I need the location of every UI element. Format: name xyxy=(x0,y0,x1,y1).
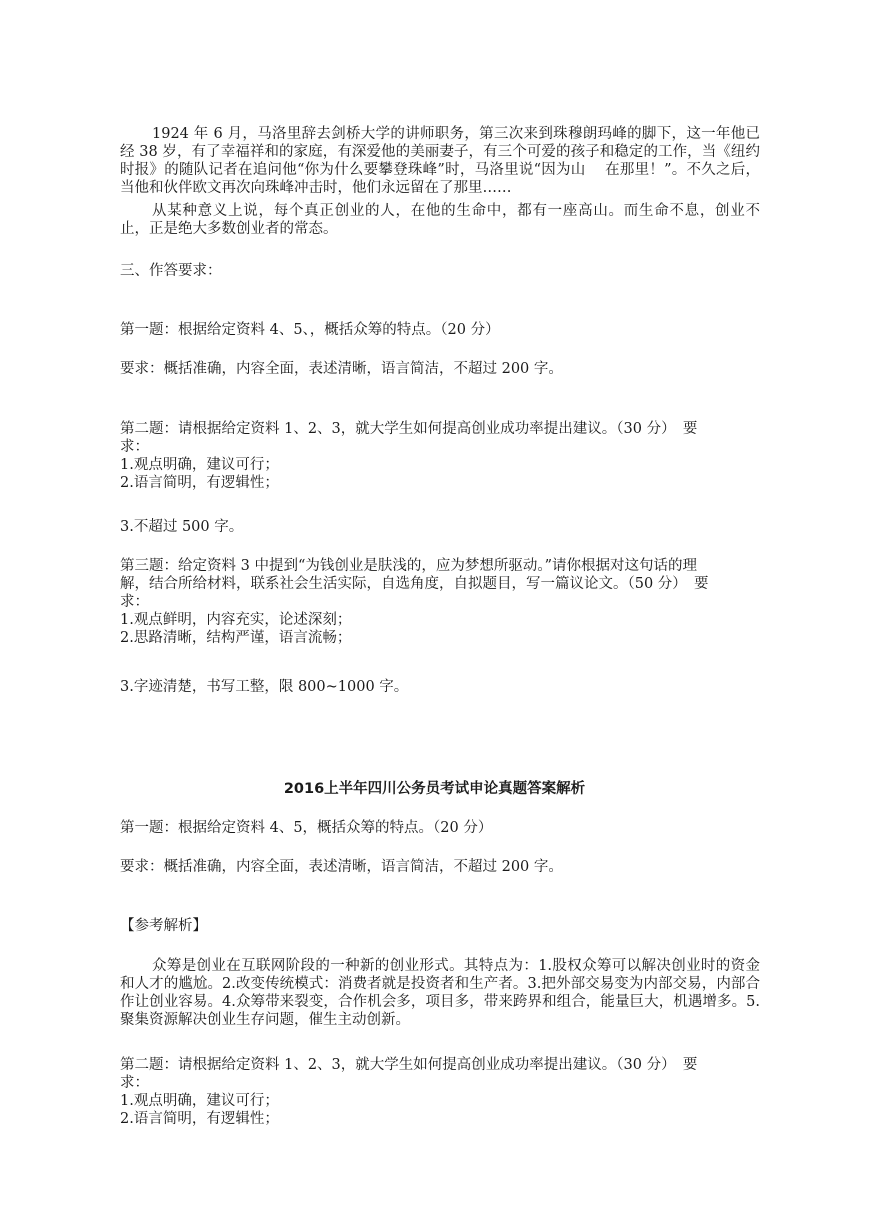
answer-question-2 xyxy=(120,1056,770,1128)
question-3-line: 求： xyxy=(120,594,149,610)
question-2 xyxy=(120,420,770,492)
question-3-item: 3.字迹清楚，书写工整，限 800~1000 字。 xyxy=(120,679,409,695)
question-3 xyxy=(120,557,770,647)
question-2-line: 第二题：请根据给定资料 1、2、3，就大学生如何提高创业成功率提出建议。（30 分） 要 xyxy=(120,421,698,437)
question-1: 第一题：根据给定资料 4、5、，概括众筹的特点。（20 分） xyxy=(120,322,500,338)
answers-title: 2016上半年四川公务员考试申论真题答案解析 xyxy=(283,781,586,797)
requirements-heading: 三、作答要求： xyxy=(120,263,222,279)
question-3-item: 2.思路清晰，结构严谨，语言流畅； xyxy=(120,630,352,646)
question-1-requirement: 要求：概括准确，内容全面，表述清晰，语言简洁，不超过 200 字。 xyxy=(120,361,563,377)
reference-analysis-body: 众筹是创业在互联网阶段的一种新的创业形式。其特点为：1.股权众筹可以解决创业时的资金和人才的尴尬。2.改变传统模式：消费者就是投资者和生产者。3.把外部交易变为内部交易，内部合作让创业容易。4.众筹带来裂变，合作机会多，项目多，带来跨界和组合，能量巨大，机遇增多。5.聚集资源解决创业生存问题，催生主动创新。 xyxy=(120,958,760,1028)
answer-question-1-requirement: 要求：概括准确，内容全面，表述清晰，语言简洁，不超过 200 字。 xyxy=(120,859,563,875)
intro-paragraph-1: 1924 年 6 月，马洛里辞去剑桥大学的讲师职务，第三次来到珠穆朗玛峰的脚下，这一年他已经 38 岁，有了幸福祥和的家庭，有深爱他的美丽妻子，有三个可爱的孩子和稳定的工作，当《纽约时报》的随队记者在追问他“你为什么要攀登珠峰”时，马洛里说“因为山 在那里！”。不久之后，当他和伙伴欧文再次向珠峰冲击时，他们永远留在了那里…… xyxy=(120,126,760,196)
answer-question-2-item: 1.观点明确，建议可行； xyxy=(120,1093,279,1109)
answer-question-2-line: 求： xyxy=(120,1075,149,1091)
answer-question-2-item: 2.语言简明，有逻辑性； xyxy=(120,1111,279,1127)
reference-analysis-heading: 【参考解析】 xyxy=(120,918,207,934)
answer-question-1: 第一题：根据给定资料 4、5，概括众筹的特点。（20 分） xyxy=(120,820,493,836)
question-2-item: 1.观点明确，建议可行； xyxy=(120,457,279,473)
question-2-item: 3.不超过 500 字。 xyxy=(120,519,244,535)
question-2-line: 求： xyxy=(120,439,149,455)
answer-question-2-line: 第二题：请根据给定资料 1、2、3，就大学生如何提高创业成功率提出建议。（30 分） 要 xyxy=(120,1057,698,1073)
question-3-line: 第三题：给定资料 3 中提到“为钱创业是肤浅的，应为梦想所驱动。”请你根据对这句话的理 xyxy=(120,558,698,574)
question-3-item: 1.观点鲜明，内容充实，论述深刻； xyxy=(120,612,352,628)
question-2-item: 2.语言简明，有逻辑性； xyxy=(120,475,279,491)
question-3-line: 解，结合所给材料，联系社会生活实际，自选角度，自拟题目，写一篇议论文。（50 分） 要 xyxy=(120,576,709,592)
intro-paragraph-2: 从某种意义上说，每个真正创业的人，在他的生命中，都有一座高山。而生命不息，创业不止，正是绝大多数创业者的常态。 xyxy=(120,203,760,237)
